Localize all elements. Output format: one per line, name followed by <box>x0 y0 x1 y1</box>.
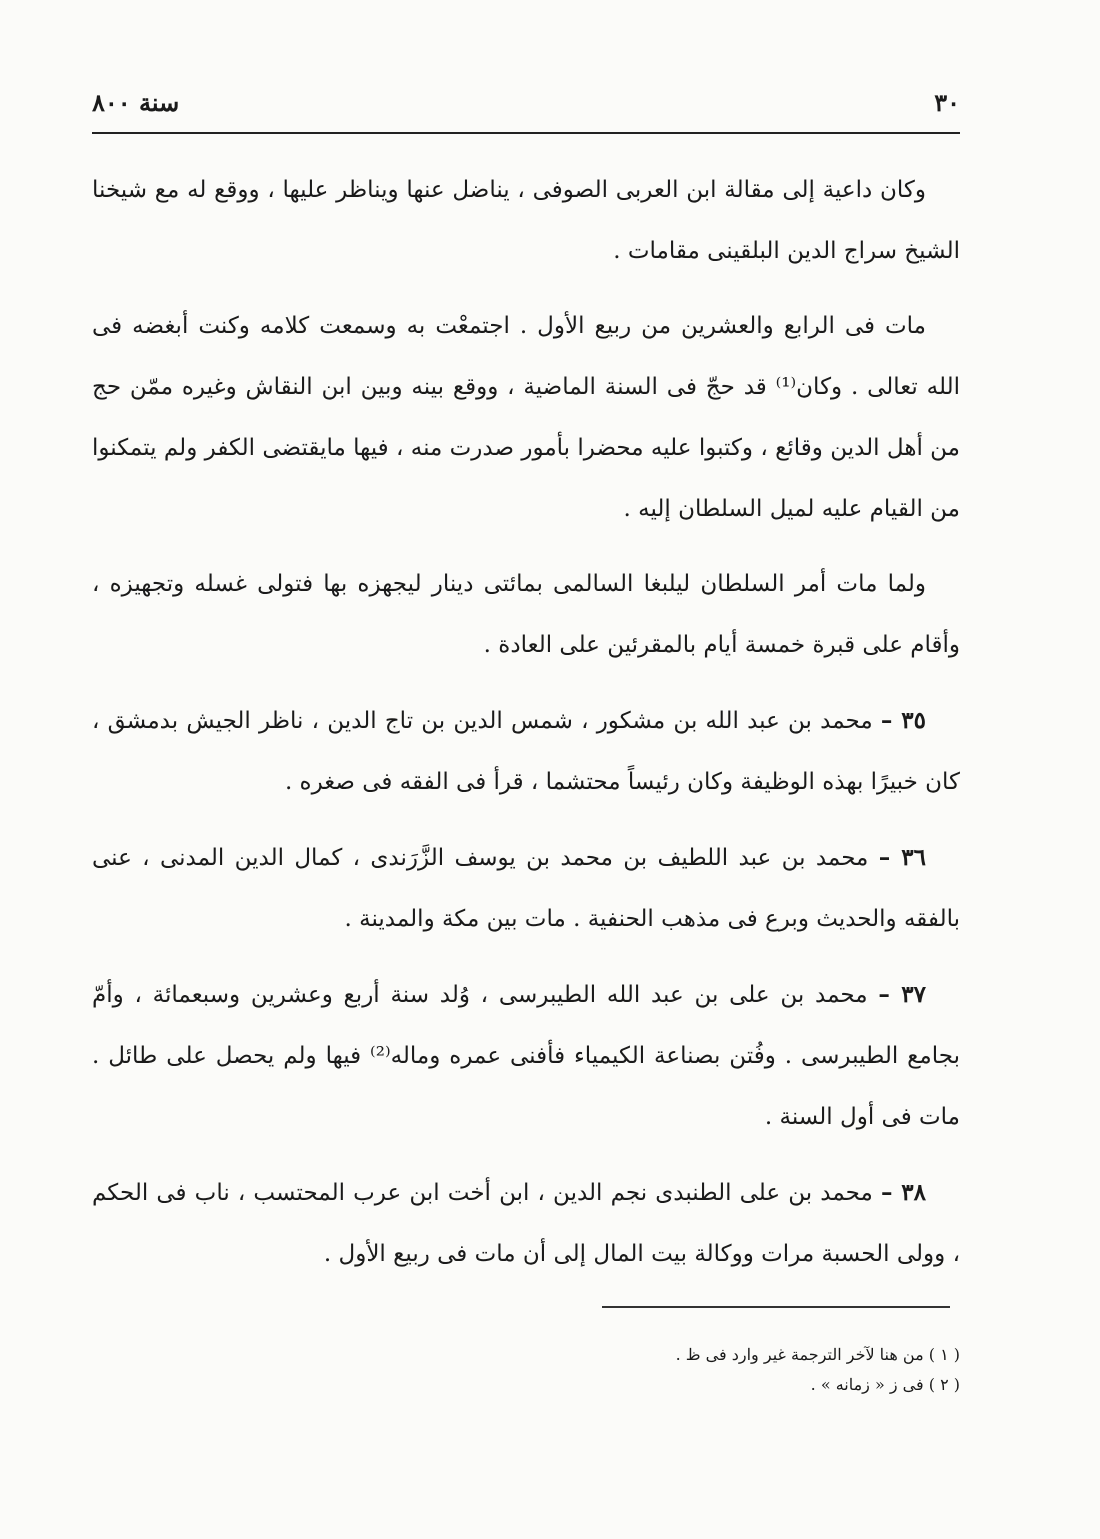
entry-number: ٣٥ – <box>880 707 926 734</box>
page-header <box>92 88 960 128</box>
entry-number: ٣٧ – <box>878 981 926 1008</box>
footnote-1: ( ١ ) من هنا لآخر الترجمة غير وارد فى ظ . <box>675 1345 960 1364</box>
running-head-year: سنة ٨٠٠ <box>92 88 180 117</box>
footnote-2: ( ٢ ) فى ز « زمانه » . <box>810 1375 960 1394</box>
biography-entry-35 <box>92 690 960 813</box>
main-text <box>92 160 960 1299</box>
entry-text: محمد بن عبد الله بن مشكور ، شمس الدين بن تاج الدين ، ناظر الجيش بدمشق ، كان خبيرًا بهذه الوظيفة وكان رئيساً محتشما ، قرأ فى الفقه فى صغره . <box>92 708 960 795</box>
footnotes <box>540 1340 960 1400</box>
entry-text: محمد بن عبد اللطيف بن محمد بن يوسف الزَّرَندى ، كمال الدين المدنى ، عنى بالفقه والحديث وبرع فى مذهب الحنفية . مات بين مكة والمدينة . <box>92 845 960 932</box>
entry-text: محمد بن على بن عبد الله الطيبرسى ، وُلد سنة أربع وعشرين وسبعمائة ، وأمّ بجامع الطيبرسى . وفُتن بصناعة الكيمياء فأفنى عمره وماله⁽²⁾ فيها ولم يحصل على طائل . مات فى أول السنة . <box>92 982 960 1130</box>
entry-number: ٣٦ – <box>878 844 926 871</box>
footnote-rule <box>602 1306 950 1308</box>
biography-entry-36 <box>92 827 960 950</box>
entry-number: ٣٨ – <box>880 1179 927 1206</box>
biography-entry-38 <box>92 1162 960 1285</box>
entry-text: محمد بن على الطنبدى نجم الدين ، ابن أخت ابن عرب المحتسب ، ناب فى الحكم ، وولى الحسبة مرات ووكالة بيت المال إلى أن مات فى ربيع الأول . <box>92 1180 960 1267</box>
paragraph: مات فى الرابع والعشرين من ربيع الأول . اجتمعْت به وسمعت كلامه وكنت أبغضه فى الله تعالى . وكان⁽¹⁾ قد حجّ فى السنة الماضية ، ووقع بينه وبين ابن النقاش وغيره ممّن حج من أهل الدين وقائع ، وكتبوا عليه محضرا بأمور صدرت منه ، فيها مايقتضى الكفر ولم يتمكنوا من القيام عليه لميل السلطان إليه . <box>92 313 960 522</box>
biography-entry-37 <box>92 964 960 1148</box>
paragraph: ولما مات أمر السلطان ليلبغا السالمى بمائتى دينار ليجهزه بها فتولى غسله وتجهيزه ، وأقام على قبرة خمسة أيام بالمقرئين على العادة . <box>92 571 960 658</box>
paragraph: وكان داعية إلى مقالة ابن العربى الصوفى ، يناضل عنها ويناظر عليها ، ووقع له مع شيخنا الشيخ سراج الدين البلقينى مقامات . <box>92 177 960 264</box>
header-rule <box>92 132 960 134</box>
page-number: ٣٠ <box>934 88 960 117</box>
